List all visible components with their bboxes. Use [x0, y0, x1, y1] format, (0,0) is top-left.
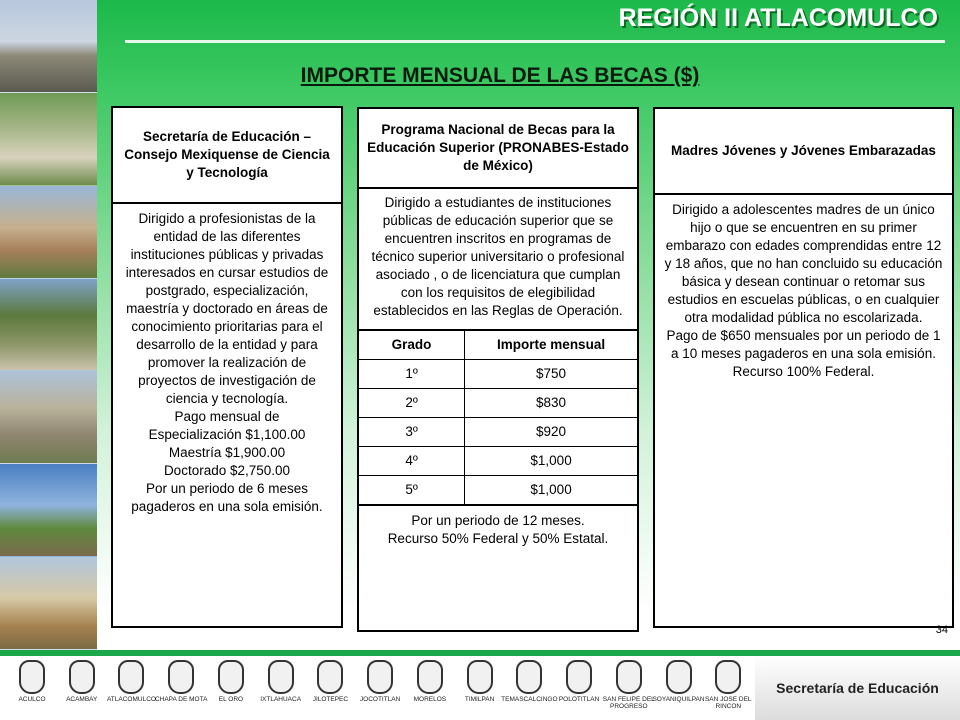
amount-cell: $920 — [465, 417, 637, 446]
coat-of-arms-icon — [367, 660, 393, 694]
payment-period: Por un periodo de 6 meses pagaderos en una sola emisión. — [131, 481, 323, 514]
hills-photo — [0, 557, 97, 650]
amount-cell: $1,000 — [465, 446, 637, 475]
tower-photo — [0, 464, 97, 557]
column-header-amount: Importe mensual — [465, 330, 637, 359]
church-photo — [0, 186, 97, 279]
grades-table — [359, 329, 637, 504]
grade-cell: 1º — [359, 359, 465, 388]
municipality-name: MORELOS — [413, 696, 447, 703]
kiosk-photo — [0, 279, 97, 372]
municipality-logo — [698, 660, 758, 710]
coat-of-arms-icon — [566, 660, 592, 694]
table-row — [359, 359, 637, 388]
scholarship-card-pronabes — [357, 107, 639, 632]
coat-of-arms-icon — [715, 660, 741, 694]
municipality-name: ACULCO — [18, 696, 46, 703]
municipality-name: EL ORO — [218, 696, 244, 703]
table-row — [359, 446, 637, 475]
municipality-name: ATLACOMULCO — [106, 696, 156, 703]
grade-cell: 2º — [359, 388, 465, 417]
municipality-name: TIMILPAN — [464, 696, 495, 703]
coat-of-arms-icon — [467, 660, 493, 694]
region-title: REGIÓN II ATLACOMULCO — [618, 4, 938, 32]
coat-of-arms-icon — [118, 660, 144, 694]
coat-of-arms-icon — [666, 660, 692, 694]
payment-label: Pago mensual de — [174, 409, 280, 424]
coat-of-arms-icon — [69, 660, 95, 694]
scholarship-card-young-mothers — [653, 107, 954, 628]
header-divider — [125, 40, 945, 43]
town-photo — [0, 371, 97, 464]
coat-of-arms-icon — [19, 660, 45, 694]
card-title: Programa Nacional de Becas para la Educación Superior (PRONABES-Estado de México) — [359, 109, 637, 189]
municipality-name: SAN FELIPE DEL PROGRESO — [602, 696, 655, 710]
page-number: 34 — [935, 624, 948, 636]
table-row — [359, 388, 637, 417]
payment-details: Pago de $650 mensuales por un periodo de 1 a 10 meses pagaderos en una sola emisión. — [666, 328, 941, 361]
municipality-name: JOCOTITLAN — [359, 696, 401, 703]
column-header-grade: Grado — [359, 330, 465, 359]
card-footer — [359, 504, 637, 554]
table-row — [359, 417, 637, 446]
scholarship-card-comecyt — [111, 106, 343, 628]
payment-specialization: Especialización $1,100.00 — [148, 427, 306, 442]
municipality-name: CHAPA DE MOTA — [154, 696, 208, 703]
coat-of-arms-icon — [516, 660, 542, 694]
municipality-name: SAN JOSE DEL RINCON — [704, 696, 752, 710]
coat-of-arms-icon — [417, 660, 443, 694]
funding-note: Recurso 50% Federal y 50% Estatal. — [387, 531, 609, 546]
amount-cell: $1,000 — [465, 475, 637, 504]
municipality-name: POLOTITLAN — [558, 696, 600, 703]
amount-cell: $750 — [465, 359, 637, 388]
table-header-row — [359, 330, 637, 359]
municipality-name: JILOTEPEC — [312, 696, 349, 703]
grade-cell: 4º — [359, 446, 465, 475]
amount-cell: $830 — [465, 388, 637, 417]
footer — [0, 650, 960, 720]
municipality-name: IXTLAHUACA — [260, 696, 302, 703]
card-description: Dirigido a estudiantes de instituciones públicas de educación superior que se encuentren inscritos en programas de técnico superior universitario o profesional asociado , o de licenciatura que cumplan con los requisitos de elegibilidad establecidos en las Reglas de Operación. — [371, 195, 625, 318]
card-description: Dirigido a profesionistas de la entidad de las diferentes instituciones públicas y privadas interesados en cursar estudios de postgrado, especialización, maestría y doctorado en áreas de conocimiento prioritarias para el desarrollo de la entidad y para promover la realización de proyectos de investigación de ciencia y tecnología. — [125, 211, 329, 406]
payment-masters: Maestría $1,900.00 — [168, 445, 286, 460]
period-note: Por un periodo de 12 meses. — [411, 513, 585, 528]
municipality-name: TEMASCALCINGO — [501, 696, 558, 703]
card-body — [655, 195, 952, 387]
coat-of-arms-icon — [168, 660, 194, 694]
municipality-name: SOYANIQUILPAN — [652, 696, 705, 703]
card-body — [113, 204, 341, 522]
grade-cell: 5º — [359, 475, 465, 504]
org-label: Secretaría de Educación — [755, 656, 960, 720]
coat-of-arms-icon — [616, 660, 642, 694]
card-title: Madres Jóvenes y Jóvenes Embarazadas — [655, 109, 952, 195]
arch-photo — [0, 93, 97, 186]
card-description: Dirigido a adolescentes madres de un único hijo o que se encuentren en su primer embarazo con edades comprendidas entre 12 y 18 años, que no han concluido su educación básica y desean continuar o retomar sus estudios en escuelas públicas, o en cualquier otra modalidad pública no escolarizada. — [664, 202, 943, 325]
photo-strip — [0, 0, 97, 650]
coat-of-arms-icon — [218, 660, 244, 694]
payment-doctorate: Doctorado $2,750.00 — [163, 463, 291, 478]
card-title: Secretaría de Educación – Consejo Mexiquense de Ciencia y Tecnología — [113, 108, 341, 204]
grade-cell: 3º — [359, 417, 465, 446]
coat-of-arms-icon — [317, 660, 343, 694]
municipality-name: ACAMBAY — [66, 696, 98, 703]
table-row — [359, 475, 637, 504]
coat-of-arms-icon — [268, 660, 294, 694]
page-title: IMPORTE MENSUAL DE LAS BECAS ($) — [300, 64, 700, 87]
funding-note: Recurso 100% Federal. — [732, 364, 875, 379]
